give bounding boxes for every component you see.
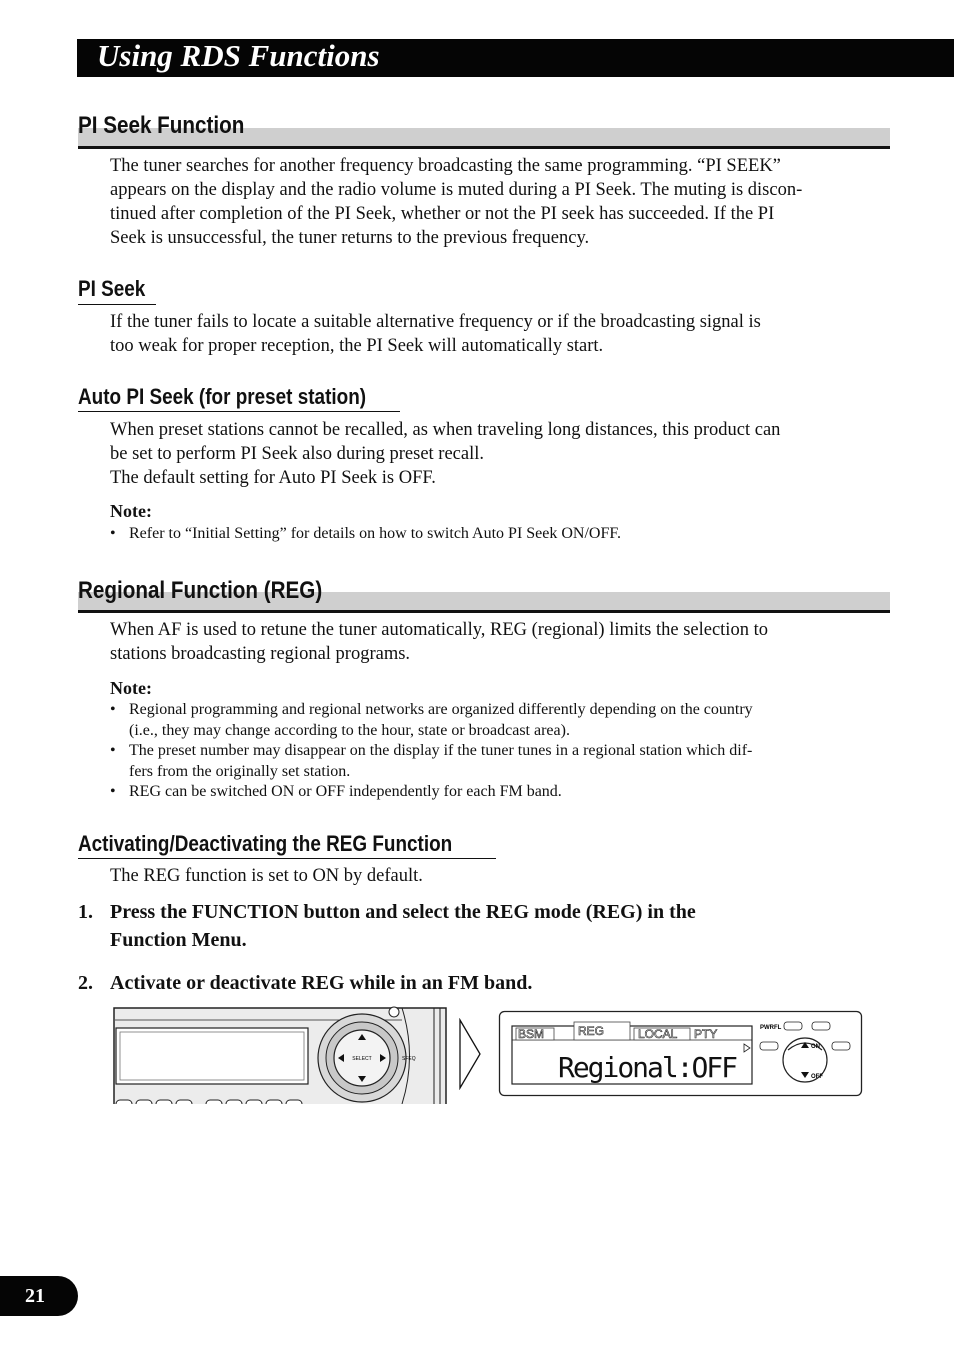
off-label: OFF: [811, 1074, 823, 1080]
bsm-indicator: BSM: [518, 1027, 545, 1041]
local-indicator: LOCAL: [638, 1027, 678, 1041]
note-label: Note:: [110, 501, 152, 521]
activating-reg-intro: The REG function is set to ON by default.: [110, 866, 423, 886]
note-item: • The preset number may disappear on the display if the tuner tunes in a regional station which dif- fers from the originally set station.: [110, 741, 869, 782]
step-1: 1. Press the FUNCTION button and select the REG mode (REG) in the Function Menu.: [78, 901, 696, 951]
sfeq-label: SFEQ: [402, 1056, 416, 1062]
top-right-button: [812, 1022, 830, 1030]
section-heading-regional-function: Regional Function (REG): [78, 577, 323, 604]
pi-seek-body: If the tuner fails to locate a suitable alternative frequency or if the broadcasting signal is too weak for proper reception, the PI Seek will automatically start.: [110, 312, 761, 356]
note-item: • REG can be switched ON or OFF independently for each FM band.: [110, 782, 869, 803]
step-2: 2. Activate or deactivate REG while in an FM band.: [78, 972, 533, 994]
subheading-underline: [78, 304, 156, 305]
regional-function-body: When AF is used to retune the tuner automatically, REG (regional) limits the selection to stations broadcasting regional programs.: [110, 620, 768, 664]
subheading-auto-pi-seek: Auto PI Seek (for preset station): [78, 384, 367, 409]
page-title: Using RDS Functions: [97, 38, 380, 73]
note-item: • Refer to “Initial Setting” for details on how to switch Auto PI Seek ON/OFF.: [110, 524, 869, 545]
note-label: Note:: [110, 678, 152, 698]
display-panel-illustration: [498, 1010, 864, 1098]
note-item: • Regional programming and regional networks are organized differently depending on the country (i.e., they may change according to the hour, state or broadcast area).: [110, 700, 869, 741]
preset-button-row: [116, 1100, 302, 1104]
reg-indicator: REG: [578, 1024, 605, 1038]
pwrfl-button: [784, 1022, 802, 1030]
left-button: [760, 1042, 778, 1050]
subheading-underline: [78, 858, 496, 859]
auto-pi-seek-body: When preset stations cannot be recalled, as when traveling long distances, this product can be set to perform PI Seek also during preset recall. The default setting for Auto PI Seek is OFF.: [110, 420, 781, 488]
subheading-pi-seek: PI Seek: [78, 276, 146, 301]
lcd-main-text: Regional:OFF: [558, 1051, 738, 1084]
select-label: SELECT: [352, 1056, 372, 1062]
section-heading-pi-seek-function: PI Seek Function: [78, 112, 245, 139]
pwrfl-label: PWRFL: [760, 1025, 782, 1031]
right-button: [832, 1042, 850, 1050]
subheading-underline: [78, 411, 400, 412]
on-label: ON: [811, 1044, 820, 1050]
head-unit-illustration: [112, 1006, 448, 1104]
unit-display-window: [116, 1028, 308, 1084]
pty-indicator: PTY: [694, 1027, 718, 1041]
next-arrow-icon: [458, 1018, 484, 1090]
page-number: 21: [25, 1285, 45, 1307]
subheading-activating-reg: Activating/Deactivating the REG Function: [78, 831, 453, 856]
pi-seek-function-body: The tuner searches for another frequency broadcasting the same programming. “PI SEEK” appears on the display and the radio volume is muted during a PI Seek. The muting is discon- tinued after completion of the PI Seek, whether or not the PI seek has succeeded. If the PI Seek is unsuccessful, the tuner returns to the previous frequency.: [110, 156, 803, 248]
